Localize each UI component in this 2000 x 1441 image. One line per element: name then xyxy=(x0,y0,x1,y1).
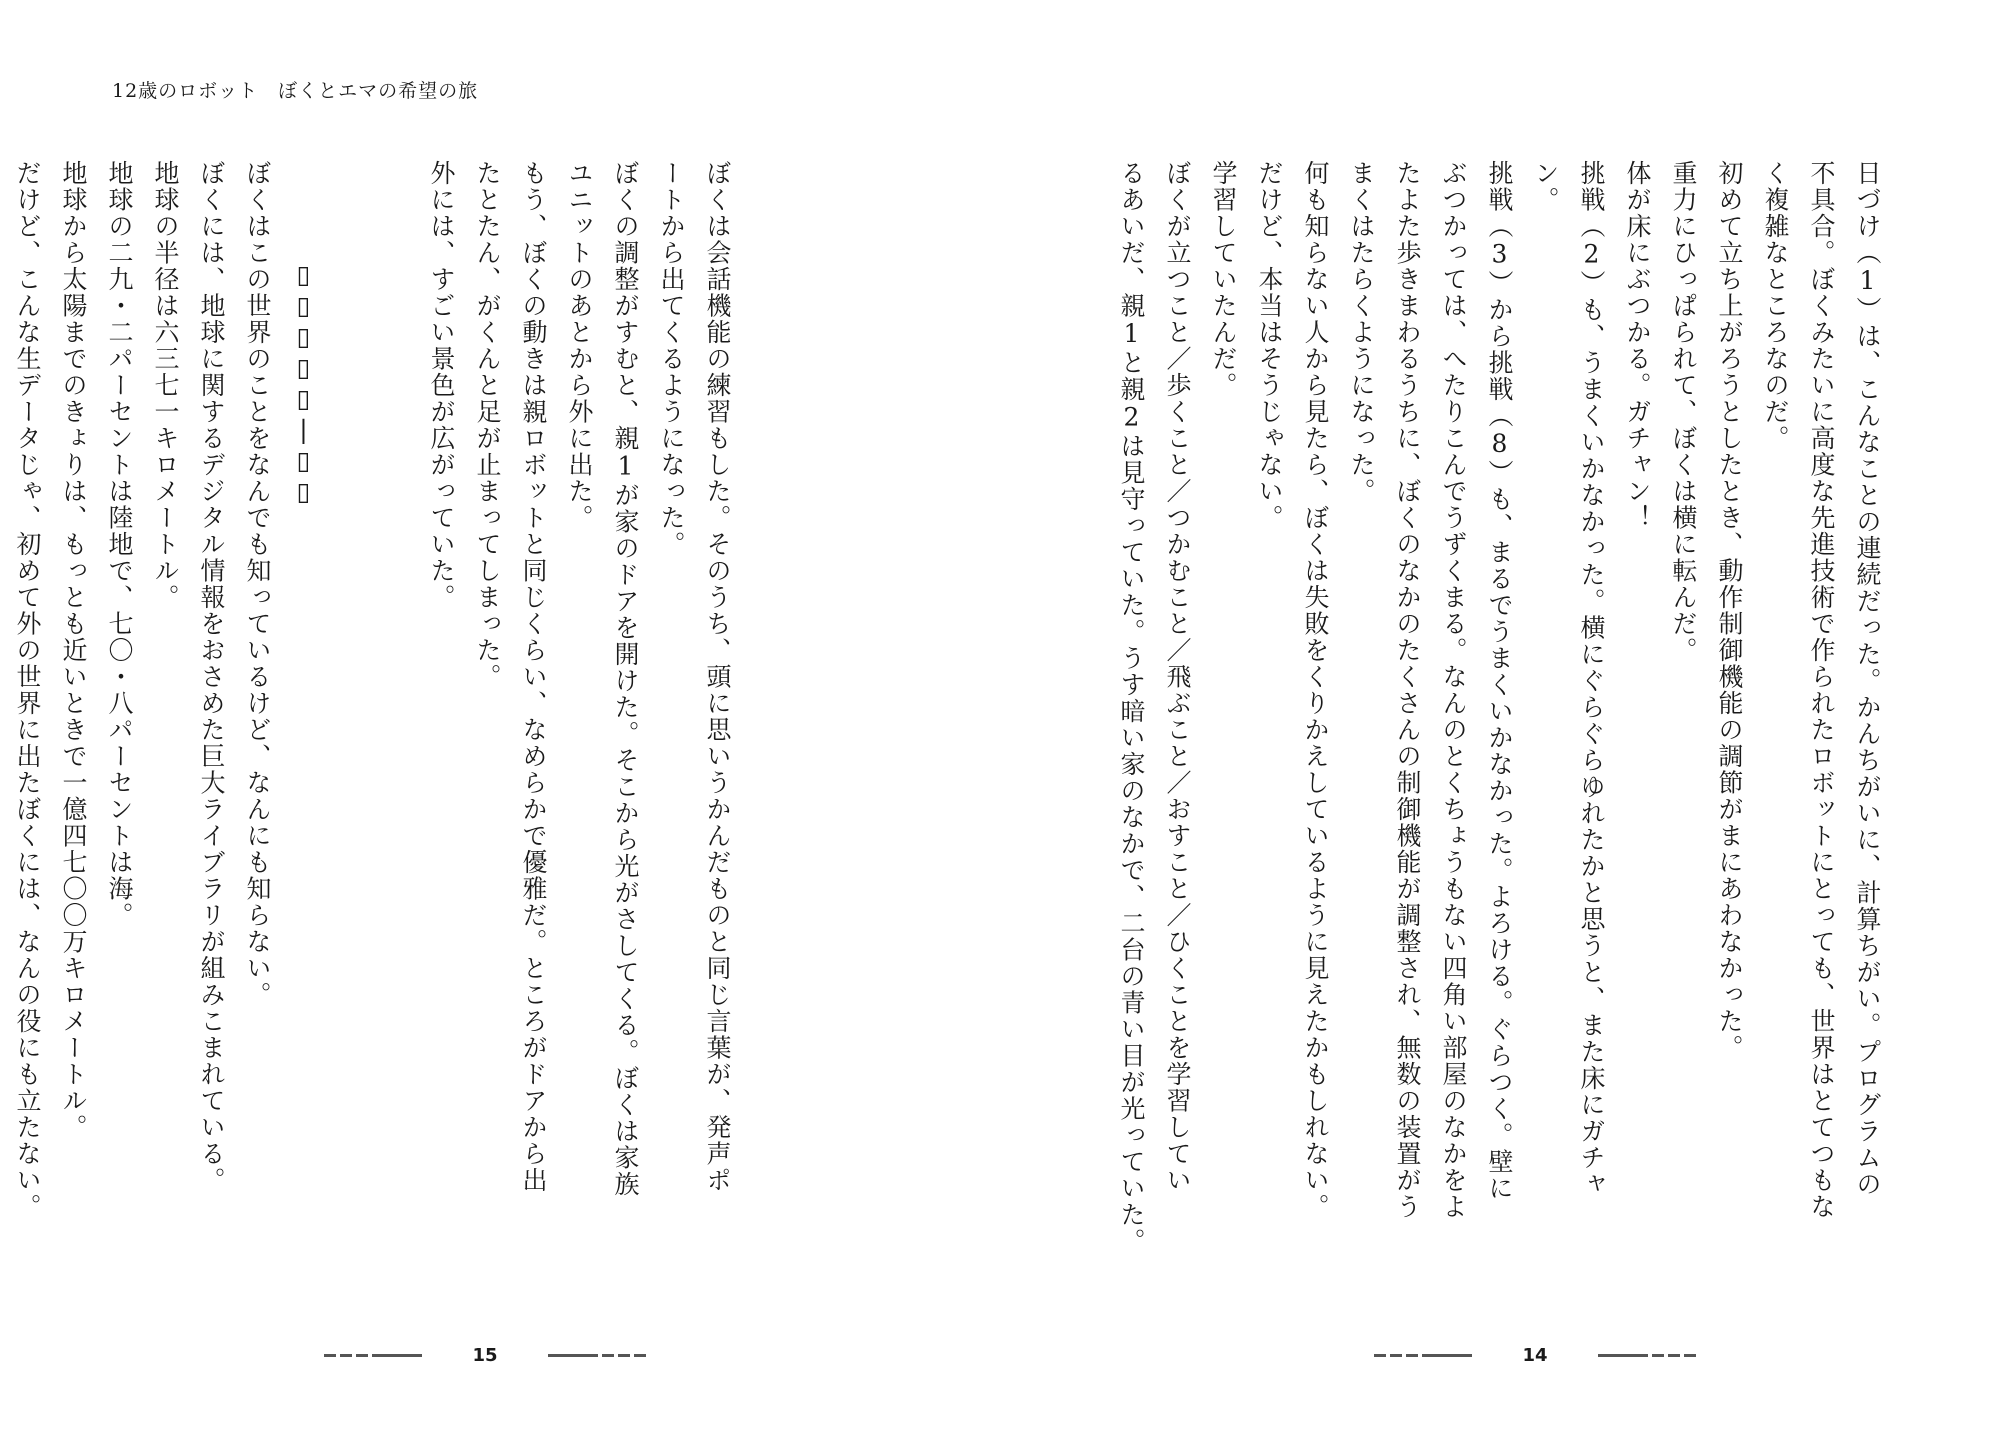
text-line: るあいだ、親1と親2は見守っていた。うす暗い家のなかで、二台の青い目が光っていた。 xyxy=(1117,160,1146,1255)
text-line: 挑戦（3）から挑戦（8）も、まるでうまくいかなかった。よろける。ぐらつく。壁に xyxy=(1485,160,1514,1202)
text-line: 挑戦（2）も、うまくいかなかった。横にぐらぐらゆれたかと思うと、また床にガチャ xyxy=(1577,160,1606,1198)
text-line: ぼくには、地球に関するデジタル情報をおさめた巨大ライブラリが組みこまれている。 xyxy=(197,160,226,1194)
text-line: もう、ぼくの動きは親ロボットと同じくらい、なめらかで優雅だ。ところがドアから出 xyxy=(519,160,548,1194)
text-line: ぼくは会話機能の練習もした。そのうち、頭に思いうかんだものと同じ言葉が、発声ポ xyxy=(703,160,732,1194)
page-number: 15 xyxy=(472,1344,498,1366)
text-line: 重力にひっぱられて、ぼくは横に転んだ。 xyxy=(1669,160,1698,664)
text-line: 不具合。ぼくみたいに高度な先進技術で作られたロボットにとっても、世界はとてつもな xyxy=(1807,160,1836,1220)
text-line: 外には、すごい景色が広がっていた。 xyxy=(427,160,456,611)
page-14 xyxy=(1110,140,1880,1320)
text-line: たよた歩きまわるうちに、ぼくのなかのたくさんの制御機能が調整され、無数の装置がう xyxy=(1393,160,1422,1220)
folio-15 xyxy=(285,1340,685,1370)
folio-rule xyxy=(1598,1354,1696,1357)
text-line: だけど、本当はそうじゃない。 xyxy=(1255,160,1284,531)
folio-rule xyxy=(324,1354,422,1357)
text-line: ユニットのあとから外に出た。 xyxy=(565,160,594,531)
text-line: ぼくの調整がすむと、親1が家のドアを開けた。そこから光がさしてくる。ぼくは家族 xyxy=(611,160,640,1198)
folio-rule xyxy=(548,1354,646,1357)
text-line: く複雑なところなのだ。 xyxy=(1761,160,1790,452)
text-line: 地球の二九・二パーセントは陸地で、七〇・八パーセントは海。 xyxy=(105,160,134,929)
running-head: 12歳のロボット ぼくとエマの希望の旅 xyxy=(112,80,479,102)
page-15 xyxy=(13,140,732,1320)
text-line: だけど、こんな生データじゃ、初めて外の世界に出たぼくには、なんの役にも立たない。 xyxy=(13,160,42,1220)
text-line: ぼくはこの世界のことをなんでも知っているけど、なんにも知らない。 xyxy=(243,160,272,1008)
text-line: ぶつかっては、へたりこんでうずくまる。なんのとくちょうもない四角い部屋のなかをよ xyxy=(1439,160,1468,1220)
section-heading: ▯▯▯▯▯|▯▯ xyxy=(289,260,318,508)
page-number: 14 xyxy=(1522,1344,1548,1366)
text-line: 地球から太陽までのきょりは、もっとも近いときで一億四七〇〇万キロメートル。 xyxy=(59,160,88,1141)
folio-rule xyxy=(1374,1354,1472,1357)
text-line: 体が床にぶつかる。ガチャン！ xyxy=(1623,160,1652,531)
text-line: ートから出てくるようになった。 xyxy=(657,160,686,558)
text-line: ぼくが立つこと／歩くこと／つかむこと／飛ぶこと／おすこと／ひくことを学習してい xyxy=(1163,160,1192,1194)
text-line: 学習していたんだ。 xyxy=(1209,160,1238,399)
text-line: 地球の半径は六三七一キロメートル。 xyxy=(151,160,180,611)
text-line: 日づけ（1）は、こんなことの連続だった。かんちがいに、計算ちがい。プログラムの xyxy=(1853,160,1882,1198)
text-line: 何も知らない人から見たら、ぼくは失敗をくりかえしているように見えたかもしれない。 xyxy=(1301,160,1330,1220)
text-line: まくはたらくようになった。 xyxy=(1347,160,1376,505)
text-line: 初めて立ち上がろうとしたとき、動作制御機能の調節がまにあわなかった。 xyxy=(1715,160,1744,1061)
folio-14 xyxy=(1335,1340,1735,1370)
text-line: ン。 xyxy=(1531,160,1560,213)
text-line: たとたん、がくんと足が止まってしまった。 xyxy=(473,160,502,690)
